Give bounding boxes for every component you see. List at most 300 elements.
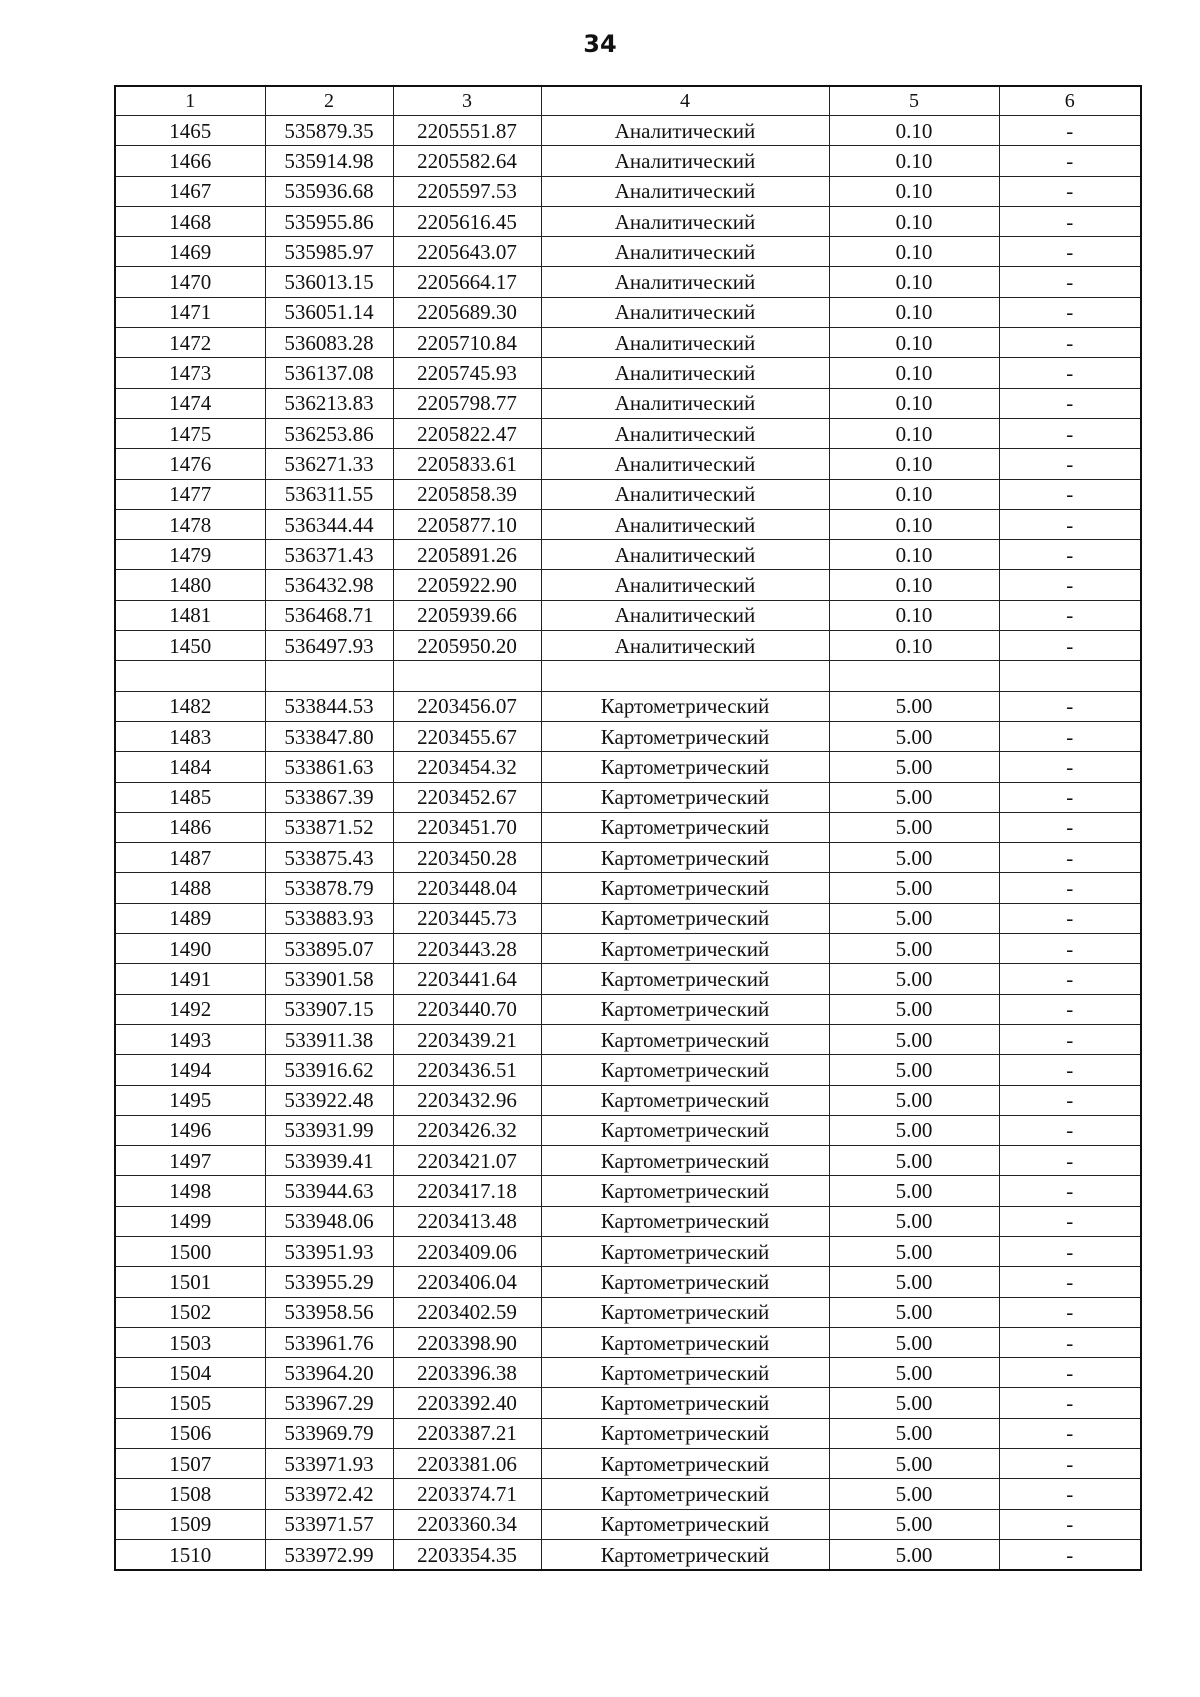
method-cell: Картометрический bbox=[541, 1085, 829, 1115]
accuracy-cell: 5.00 bbox=[829, 812, 999, 842]
accuracy-cell: 0.10 bbox=[829, 116, 999, 146]
x-coordinate-cell: 536497.93 bbox=[265, 631, 393, 661]
accuracy-cell: 0.10 bbox=[829, 146, 999, 176]
note-cell: - bbox=[999, 1509, 1141, 1539]
table-row bbox=[115, 782, 1141, 812]
x-coordinate-cell: 533867.39 bbox=[265, 782, 393, 812]
method-cell: Картометрический bbox=[541, 964, 829, 994]
note-cell: - bbox=[999, 297, 1141, 327]
point-number-cell: 1500 bbox=[115, 1236, 265, 1266]
accuracy-cell: 5.00 bbox=[829, 1267, 999, 1297]
method-cell: Картометрический bbox=[541, 1115, 829, 1145]
y-coordinate-cell bbox=[393, 661, 541, 691]
x-coordinate-cell: 533847.80 bbox=[265, 721, 393, 751]
table-row bbox=[115, 1267, 1141, 1297]
note-cell: - bbox=[999, 1146, 1141, 1176]
x-coordinate-cell: 533971.93 bbox=[265, 1449, 393, 1479]
y-coordinate-cell: 2203432.96 bbox=[393, 1085, 541, 1115]
y-coordinate-cell: 2205833.61 bbox=[393, 449, 541, 479]
note-cell: - bbox=[999, 358, 1141, 388]
header-cell: 6 bbox=[999, 86, 1141, 116]
method-cell: Картометрический bbox=[541, 1236, 829, 1266]
table-row bbox=[115, 964, 1141, 994]
y-coordinate-cell: 2203426.32 bbox=[393, 1115, 541, 1145]
note-cell: - bbox=[999, 1085, 1141, 1115]
method-cell: Картометрический bbox=[541, 843, 829, 873]
x-coordinate-cell: 533916.62 bbox=[265, 1055, 393, 1085]
x-coordinate-cell: 533969.79 bbox=[265, 1418, 393, 1448]
y-coordinate-cell: 2203392.40 bbox=[393, 1388, 541, 1418]
y-coordinate-cell: 2203440.70 bbox=[393, 994, 541, 1024]
x-coordinate-cell: 533955.29 bbox=[265, 1267, 393, 1297]
point-number-cell: 1474 bbox=[115, 388, 265, 418]
table-row bbox=[115, 570, 1141, 600]
accuracy-cell: 5.00 bbox=[829, 721, 999, 751]
table-row bbox=[115, 752, 1141, 782]
table-row bbox=[115, 1085, 1141, 1115]
point-number-cell: 1478 bbox=[115, 509, 265, 539]
y-coordinate-cell: 2205710.84 bbox=[393, 328, 541, 358]
accuracy-cell: 5.00 bbox=[829, 903, 999, 933]
method-cell: Аналитический bbox=[541, 600, 829, 630]
note-cell: - bbox=[999, 237, 1141, 267]
method-cell: Аналитический bbox=[541, 479, 829, 509]
note-cell: - bbox=[999, 479, 1141, 509]
table-header-row bbox=[115, 86, 1141, 116]
x-coordinate-cell: 536371.43 bbox=[265, 540, 393, 570]
method-cell: Картометрический bbox=[541, 903, 829, 933]
note-cell: - bbox=[999, 843, 1141, 873]
note-cell: - bbox=[999, 116, 1141, 146]
method-cell: Картометрический bbox=[541, 1479, 829, 1509]
method-cell: Картометрический bbox=[541, 994, 829, 1024]
table-row bbox=[115, 146, 1141, 176]
x-coordinate-cell: 533901.58 bbox=[265, 964, 393, 994]
note-cell: - bbox=[999, 1388, 1141, 1418]
point-number-cell: 1494 bbox=[115, 1055, 265, 1085]
accuracy-cell: 0.10 bbox=[829, 449, 999, 479]
point-number-cell: 1489 bbox=[115, 903, 265, 933]
x-coordinate-cell: 533922.48 bbox=[265, 1085, 393, 1115]
table-row bbox=[115, 358, 1141, 388]
method-cell: Картометрический bbox=[541, 1146, 829, 1176]
accuracy-cell: 0.10 bbox=[829, 479, 999, 509]
accuracy-cell: 0.10 bbox=[829, 297, 999, 327]
method-cell: Картометрический bbox=[541, 721, 829, 751]
point-number-cell: 1473 bbox=[115, 358, 265, 388]
method-cell: Картометрический bbox=[541, 1176, 829, 1206]
note-cell: - bbox=[999, 1267, 1141, 1297]
y-coordinate-cell: 2203381.06 bbox=[393, 1449, 541, 1479]
x-coordinate-cell: 533944.63 bbox=[265, 1176, 393, 1206]
y-coordinate-cell: 2205877.10 bbox=[393, 509, 541, 539]
x-coordinate-cell: 535955.86 bbox=[265, 206, 393, 236]
x-coordinate-cell: 535985.97 bbox=[265, 237, 393, 267]
y-coordinate-cell: 2203455.67 bbox=[393, 721, 541, 751]
point-number-cell: 1510 bbox=[115, 1539, 265, 1570]
y-coordinate-cell: 2203445.73 bbox=[393, 903, 541, 933]
table-row bbox=[115, 328, 1141, 358]
y-coordinate-cell: 2205822.47 bbox=[393, 418, 541, 448]
y-coordinate-cell: 2205551.87 bbox=[393, 116, 541, 146]
x-coordinate-cell: 536344.44 bbox=[265, 509, 393, 539]
accuracy-cell: 5.00 bbox=[829, 1146, 999, 1176]
y-coordinate-cell: 2205858.39 bbox=[393, 479, 541, 509]
y-coordinate-cell: 2203452.67 bbox=[393, 782, 541, 812]
y-coordinate-cell: 2205950.20 bbox=[393, 631, 541, 661]
table-row bbox=[115, 1146, 1141, 1176]
x-coordinate-cell: 533875.43 bbox=[265, 843, 393, 873]
method-cell: Картометрический bbox=[541, 1358, 829, 1388]
table-row bbox=[115, 1358, 1141, 1388]
x-coordinate-cell bbox=[265, 661, 393, 691]
method-cell: Картометрический bbox=[541, 1297, 829, 1327]
accuracy-cell: 5.00 bbox=[829, 691, 999, 721]
accuracy-cell: 5.00 bbox=[829, 934, 999, 964]
method-cell: Картометрический bbox=[541, 1267, 829, 1297]
note-cell: - bbox=[999, 721, 1141, 751]
separator-row bbox=[115, 661, 1141, 691]
note-cell: - bbox=[999, 600, 1141, 630]
y-coordinate-cell: 2203354.35 bbox=[393, 1539, 541, 1570]
table-body bbox=[115, 86, 1141, 1570]
table-row bbox=[115, 1327, 1141, 1357]
method-cell: Аналитический bbox=[541, 631, 829, 661]
point-number-cell bbox=[115, 661, 265, 691]
method-cell bbox=[541, 661, 829, 691]
table-row bbox=[115, 1418, 1141, 1448]
method-cell: Аналитический bbox=[541, 358, 829, 388]
y-coordinate-cell: 2203454.32 bbox=[393, 752, 541, 782]
method-cell: Аналитический bbox=[541, 206, 829, 236]
table-row bbox=[115, 206, 1141, 236]
table-row bbox=[115, 540, 1141, 570]
table-row bbox=[115, 1115, 1141, 1145]
table-row bbox=[115, 873, 1141, 903]
table-row bbox=[115, 1206, 1141, 1236]
point-number-cell: 1475 bbox=[115, 418, 265, 448]
x-coordinate-cell: 536432.98 bbox=[265, 570, 393, 600]
table-row bbox=[115, 176, 1141, 206]
table-row bbox=[115, 1055, 1141, 1085]
point-number-cell: 1476 bbox=[115, 449, 265, 479]
note-cell: - bbox=[999, 418, 1141, 448]
method-cell: Аналитический bbox=[541, 116, 829, 146]
accuracy-cell: 5.00 bbox=[829, 1297, 999, 1327]
table-row bbox=[115, 479, 1141, 509]
point-number-cell: 1467 bbox=[115, 176, 265, 206]
method-cell: Аналитический bbox=[541, 570, 829, 600]
note-cell: - bbox=[999, 691, 1141, 721]
accuracy-cell: 5.00 bbox=[829, 1206, 999, 1236]
point-number-cell: 1490 bbox=[115, 934, 265, 964]
x-coordinate-cell: 533964.20 bbox=[265, 1358, 393, 1388]
y-coordinate-cell: 2203413.48 bbox=[393, 1206, 541, 1236]
accuracy-cell: 0.10 bbox=[829, 418, 999, 448]
x-coordinate-cell: 533871.52 bbox=[265, 812, 393, 842]
y-coordinate-cell: 2205643.07 bbox=[393, 237, 541, 267]
point-number-cell: 1499 bbox=[115, 1206, 265, 1236]
point-number-cell: 1493 bbox=[115, 1024, 265, 1054]
x-coordinate-cell: 533878.79 bbox=[265, 873, 393, 903]
accuracy-cell: 5.00 bbox=[829, 1479, 999, 1509]
method-cell: Картометрический bbox=[541, 1509, 829, 1539]
accuracy-cell: 5.00 bbox=[829, 873, 999, 903]
method-cell: Картометрический bbox=[541, 782, 829, 812]
point-number-cell: 1509 bbox=[115, 1509, 265, 1539]
x-coordinate-cell: 533972.99 bbox=[265, 1539, 393, 1570]
table-row bbox=[115, 1176, 1141, 1206]
method-cell: Аналитический bbox=[541, 176, 829, 206]
note-cell: - bbox=[999, 782, 1141, 812]
point-number-cell: 1465 bbox=[115, 116, 265, 146]
x-coordinate-cell: 535914.98 bbox=[265, 146, 393, 176]
accuracy-cell: 5.00 bbox=[829, 782, 999, 812]
accuracy-cell: 5.00 bbox=[829, 1418, 999, 1448]
accuracy-cell: 5.00 bbox=[829, 1115, 999, 1145]
accuracy-cell: 0.10 bbox=[829, 206, 999, 236]
y-coordinate-cell: 2203451.70 bbox=[393, 812, 541, 842]
method-cell: Картометрический bbox=[541, 1539, 829, 1570]
table-row bbox=[115, 1449, 1141, 1479]
x-coordinate-cell: 533931.99 bbox=[265, 1115, 393, 1145]
accuracy-cell: 0.10 bbox=[829, 176, 999, 206]
method-cell: Картометрический bbox=[541, 1024, 829, 1054]
note-cell: - bbox=[999, 1479, 1141, 1509]
y-coordinate-cell: 2203402.59 bbox=[393, 1297, 541, 1327]
accuracy-cell: 5.00 bbox=[829, 1358, 999, 1388]
method-cell: Аналитический bbox=[541, 237, 829, 267]
note-cell: - bbox=[999, 570, 1141, 600]
y-coordinate-cell: 2203456.07 bbox=[393, 691, 541, 721]
point-number-cell: 1501 bbox=[115, 1267, 265, 1297]
note-cell: - bbox=[999, 540, 1141, 570]
table-row bbox=[115, 903, 1141, 933]
table-row bbox=[115, 600, 1141, 630]
point-number-cell: 1472 bbox=[115, 328, 265, 358]
method-cell: Аналитический bbox=[541, 540, 829, 570]
table-row bbox=[115, 1388, 1141, 1418]
table-row bbox=[115, 934, 1141, 964]
note-cell: - bbox=[999, 267, 1141, 297]
y-coordinate-cell: 2203448.04 bbox=[393, 873, 541, 903]
x-coordinate-cell: 536468.71 bbox=[265, 600, 393, 630]
y-coordinate-cell: 2203387.21 bbox=[393, 1418, 541, 1448]
point-number-cell: 1498 bbox=[115, 1176, 265, 1206]
note-cell: - bbox=[999, 1115, 1141, 1145]
y-coordinate-cell: 2203360.34 bbox=[393, 1509, 541, 1539]
point-number-cell: 1505 bbox=[115, 1388, 265, 1418]
note-cell: - bbox=[999, 388, 1141, 418]
method-cell: Картометрический bbox=[541, 1206, 829, 1236]
table-row bbox=[115, 116, 1141, 146]
note-cell: - bbox=[999, 1055, 1141, 1085]
note-cell: - bbox=[999, 206, 1141, 236]
x-coordinate-cell: 533911.38 bbox=[265, 1024, 393, 1054]
y-coordinate-cell: 2203409.06 bbox=[393, 1236, 541, 1266]
note-cell: - bbox=[999, 146, 1141, 176]
point-number-cell: 1491 bbox=[115, 964, 265, 994]
method-cell: Аналитический bbox=[541, 509, 829, 539]
x-coordinate-cell: 533972.42 bbox=[265, 1479, 393, 1509]
y-coordinate-cell: 2205922.90 bbox=[393, 570, 541, 600]
y-coordinate-cell: 2203396.38 bbox=[393, 1358, 541, 1388]
y-coordinate-cell: 2205891.26 bbox=[393, 540, 541, 570]
table-row bbox=[115, 509, 1141, 539]
point-number-cell: 1480 bbox=[115, 570, 265, 600]
note-cell: - bbox=[999, 1206, 1141, 1236]
y-coordinate-cell: 2203436.51 bbox=[393, 1055, 541, 1085]
x-coordinate-cell: 533939.41 bbox=[265, 1146, 393, 1176]
x-coordinate-cell: 536051.14 bbox=[265, 297, 393, 327]
note-cell bbox=[999, 661, 1141, 691]
point-number-cell: 1503 bbox=[115, 1327, 265, 1357]
accuracy-cell: 0.10 bbox=[829, 509, 999, 539]
note-cell: - bbox=[999, 631, 1141, 661]
accuracy-cell: 5.00 bbox=[829, 1388, 999, 1418]
y-coordinate-cell: 2203443.28 bbox=[393, 934, 541, 964]
point-number-cell: 1485 bbox=[115, 782, 265, 812]
page-number: 34 bbox=[583, 30, 617, 58]
table-row bbox=[115, 631, 1141, 661]
x-coordinate-cell: 533961.76 bbox=[265, 1327, 393, 1357]
x-coordinate-cell: 535936.68 bbox=[265, 176, 393, 206]
method-cell: Картометрический bbox=[541, 934, 829, 964]
method-cell: Картометрический bbox=[541, 1449, 829, 1479]
x-coordinate-cell: 533844.53 bbox=[265, 691, 393, 721]
accuracy-cell: 0.10 bbox=[829, 570, 999, 600]
header-cell: 4 bbox=[541, 86, 829, 116]
accuracy-cell: 5.00 bbox=[829, 964, 999, 994]
point-number-cell: 1486 bbox=[115, 812, 265, 842]
point-number-cell: 1482 bbox=[115, 691, 265, 721]
x-coordinate-cell: 536213.83 bbox=[265, 388, 393, 418]
table-row bbox=[115, 388, 1141, 418]
y-coordinate-cell: 2205939.66 bbox=[393, 600, 541, 630]
point-number-cell: 1504 bbox=[115, 1358, 265, 1388]
accuracy-cell: 0.10 bbox=[829, 328, 999, 358]
coordinates-table bbox=[114, 85, 1142, 1571]
note-cell: - bbox=[999, 449, 1141, 479]
table-row bbox=[115, 1539, 1141, 1570]
y-coordinate-cell: 2203450.28 bbox=[393, 843, 541, 873]
note-cell: - bbox=[999, 1297, 1141, 1327]
table-row bbox=[115, 449, 1141, 479]
accuracy-cell: 0.10 bbox=[829, 358, 999, 388]
y-coordinate-cell: 2203398.90 bbox=[393, 1327, 541, 1357]
y-coordinate-cell: 2203439.21 bbox=[393, 1024, 541, 1054]
y-coordinate-cell: 2203406.04 bbox=[393, 1267, 541, 1297]
point-number-cell: 1468 bbox=[115, 206, 265, 236]
point-number-cell: 1496 bbox=[115, 1115, 265, 1145]
point-number-cell: 1488 bbox=[115, 873, 265, 903]
table-row bbox=[115, 297, 1141, 327]
table-row bbox=[115, 1024, 1141, 1054]
header-cell: 1 bbox=[115, 86, 265, 116]
table-row bbox=[115, 721, 1141, 751]
x-coordinate-cell: 533948.06 bbox=[265, 1206, 393, 1236]
accuracy-cell: 0.10 bbox=[829, 540, 999, 570]
point-number-cell: 1466 bbox=[115, 146, 265, 176]
accuracy-cell: 5.00 bbox=[829, 1176, 999, 1206]
method-cell: Картометрический bbox=[541, 1327, 829, 1357]
note-cell: - bbox=[999, 328, 1141, 358]
note-cell: - bbox=[999, 934, 1141, 964]
accuracy-cell: 5.00 bbox=[829, 994, 999, 1024]
table-row bbox=[115, 418, 1141, 448]
y-coordinate-cell: 2203441.64 bbox=[393, 964, 541, 994]
note-cell: - bbox=[999, 873, 1141, 903]
method-cell: Аналитический bbox=[541, 328, 829, 358]
table-row bbox=[115, 267, 1141, 297]
method-cell: Аналитический bbox=[541, 267, 829, 297]
x-coordinate-cell: 535879.35 bbox=[265, 116, 393, 146]
point-number-cell: 1502 bbox=[115, 1297, 265, 1327]
point-number-cell: 1469 bbox=[115, 237, 265, 267]
table-row bbox=[115, 843, 1141, 873]
x-coordinate-cell: 536013.15 bbox=[265, 267, 393, 297]
method-cell: Аналитический bbox=[541, 297, 829, 327]
point-number-cell: 1483 bbox=[115, 721, 265, 751]
header-cell: 3 bbox=[393, 86, 541, 116]
point-number-cell: 1481 bbox=[115, 600, 265, 630]
point-number-cell: 1506 bbox=[115, 1418, 265, 1448]
point-number-cell: 1470 bbox=[115, 267, 265, 297]
point-number-cell: 1508 bbox=[115, 1479, 265, 1509]
note-cell: - bbox=[999, 1327, 1141, 1357]
x-coordinate-cell: 536083.28 bbox=[265, 328, 393, 358]
note-cell: - bbox=[999, 812, 1141, 842]
accuracy-cell: 0.10 bbox=[829, 388, 999, 418]
x-coordinate-cell: 533907.15 bbox=[265, 994, 393, 1024]
method-cell: Аналитический bbox=[541, 449, 829, 479]
y-coordinate-cell: 2205689.30 bbox=[393, 297, 541, 327]
table-row bbox=[115, 1297, 1141, 1327]
x-coordinate-cell: 533895.07 bbox=[265, 934, 393, 964]
method-cell: Картометрический bbox=[541, 873, 829, 903]
note-cell: - bbox=[999, 903, 1141, 933]
method-cell: Аналитический bbox=[541, 418, 829, 448]
accuracy-cell: 0.10 bbox=[829, 267, 999, 297]
table-row bbox=[115, 1236, 1141, 1266]
y-coordinate-cell: 2203417.18 bbox=[393, 1176, 541, 1206]
y-coordinate-cell: 2203421.07 bbox=[393, 1146, 541, 1176]
note-cell: - bbox=[999, 509, 1141, 539]
x-coordinate-cell: 533951.93 bbox=[265, 1236, 393, 1266]
x-coordinate-cell: 533861.63 bbox=[265, 752, 393, 782]
y-coordinate-cell: 2205745.93 bbox=[393, 358, 541, 388]
note-cell: - bbox=[999, 1358, 1141, 1388]
y-coordinate-cell: 2205664.17 bbox=[393, 267, 541, 297]
y-coordinate-cell: 2205597.53 bbox=[393, 176, 541, 206]
x-coordinate-cell: 536137.08 bbox=[265, 358, 393, 388]
point-number-cell: 1477 bbox=[115, 479, 265, 509]
method-cell: Аналитический bbox=[541, 146, 829, 176]
y-coordinate-cell: 2205616.45 bbox=[393, 206, 541, 236]
method-cell: Картометрический bbox=[541, 691, 829, 721]
x-coordinate-cell: 536253.86 bbox=[265, 418, 393, 448]
method-cell: Картометрический bbox=[541, 1418, 829, 1448]
accuracy-cell: 5.00 bbox=[829, 843, 999, 873]
point-number-cell: 1487 bbox=[115, 843, 265, 873]
method-cell: Картометрический bbox=[541, 812, 829, 842]
accuracy-cell: 5.00 bbox=[829, 752, 999, 782]
method-cell: Аналитический bbox=[541, 388, 829, 418]
point-number-cell: 1497 bbox=[115, 1146, 265, 1176]
table-row bbox=[115, 1509, 1141, 1539]
point-number-cell: 1495 bbox=[115, 1085, 265, 1115]
x-coordinate-cell: 536311.55 bbox=[265, 479, 393, 509]
